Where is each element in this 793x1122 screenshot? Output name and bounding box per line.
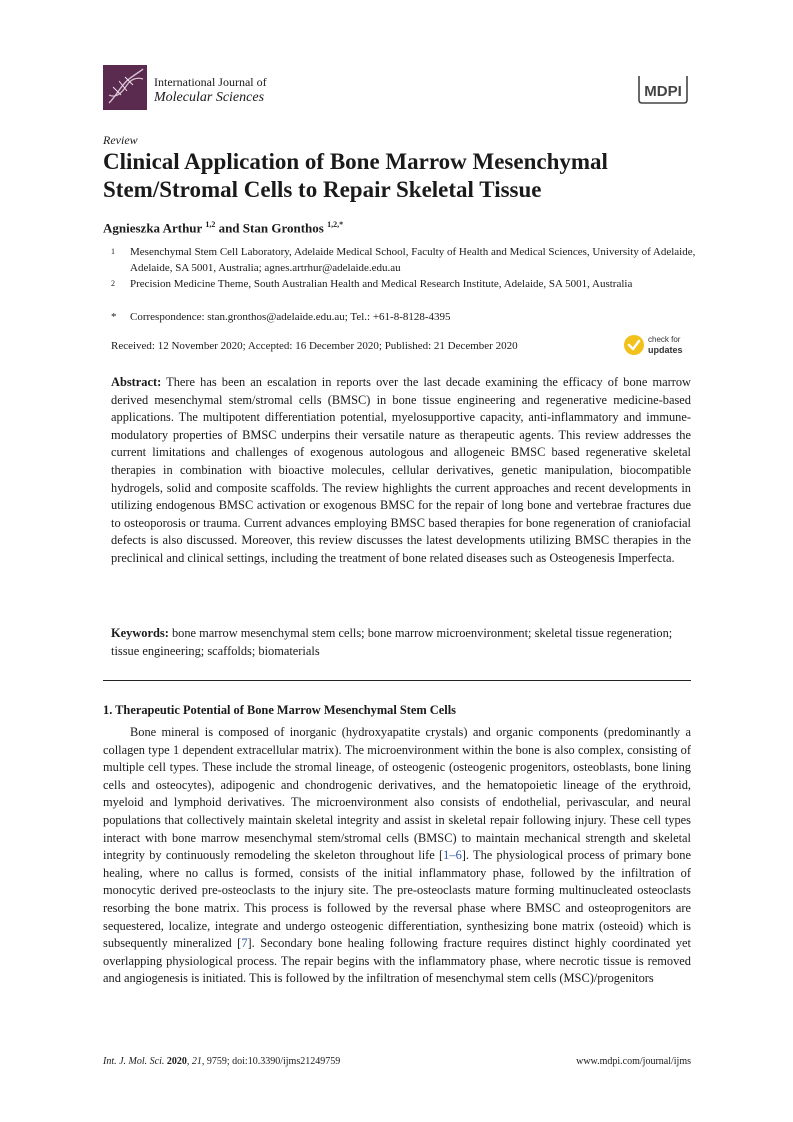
correspondence-text: Correspondence: stan.gronthos@adelaide.edu.au; Tel.: +61-8-8128-4395 [130, 311, 451, 323]
abstract-label: Abstract: [111, 375, 162, 389]
affiliation-mark: 2 [111, 279, 115, 288]
keywords [111, 625, 691, 660]
section-heading: 1. Therapeutic Potential of Bone Marrow Mesenchymal Stem Cells [103, 703, 456, 717]
author-list [103, 220, 343, 236]
footer-volume: 21 [191, 1056, 202, 1067]
affiliation-mark: * [111, 311, 117, 323]
journal-name [154, 74, 267, 106]
footer-doi[interactable]: , 9759; doi:10.3390/ijms21249759 [201, 1056, 341, 1067]
check-updates-text [648, 335, 683, 355]
body-text-part1: Bone mineral is composed of inorganic (hydroxyapatite crystals) and organic components (predominantly a collagen type 1 dependent extracellular matrix). The microenvironment within the bone is also complex, consisting of multiple cell types. These include the stromal lineage, of osteogenic (osteogenic progenitors, osteoblasts, bone lining cells and osteocytes), adipogenic and chondrogenic derivatives, and the hematopoietic lineage of the erythroid, myeloid and lymphoid derivatives. The microenvironment also consists of endothelial, perivascular, and neural populations that collectively maintain skeletal integrity and assist in skeletal repair following injury. These cell types interact with bone marrow mesenchymal stem/stromal cells (BMSC) to maintain mechanical strength and skeletal integrity by continuously remodeling the skeleton throughout life [ [103, 725, 691, 863]
check-updates-icon [623, 334, 645, 356]
footer-journal-abbrev: Int. J. Mol. Sci. [103, 1056, 165, 1067]
affiliation-mark: 1 [111, 247, 115, 256]
article-type: Review [103, 133, 138, 147]
keywords-text: bone marrow mesenchymal stem cells; bone marrow microenvironment; skeletal tissue regeneration; tissue engineering; scaffolds; biomaterials [111, 626, 673, 658]
check-updates-line1: check for [648, 335, 681, 344]
article-title: Clinical Application of Bone Marrow Mesenchymal Stem/Stromal Cells to Repair Skeletal Tissue [103, 149, 608, 202]
footer-journal-url[interactable]: www.mdpi.com/journal/ijms [576, 1056, 691, 1067]
affiliation-text: Precision Medicine Theme, South Australian Health and Medical Research Institute, Adelaide, SA 5001, Australia [130, 278, 633, 290]
mdpi-logo [635, 72, 691, 106]
section-divider [103, 680, 691, 681]
citation-link[interactable]: 7 [241, 936, 248, 951]
author-conjunction: and [218, 220, 240, 236]
footer-year: 2020 [166, 1056, 187, 1067]
body-text-part2: ]. The physiological process of primary bone healing, where no callus is formed, consists of the initial inflammatory phase, followed by the infiltration of monocytic derived pre-osteoclasts to the injury site. The pre-osteoclasts mature forming multinucleated osteoclasts resorbing the bone matrix. This process is followed by the reversal phase where BMSC and osteoprogenitors are sequestered, localize, integrate and undergo osteogenic differentiation, synthesizing bone matrix (osteoid) which is subsequently mineralized [ [103, 848, 692, 951]
journal-name-line1: International Journal of [154, 75, 267, 89]
journal-logo-icon [103, 65, 147, 110]
body-text-part3: ]. Secondary bone healing following fracture requires distinct highly coordinated yet overlapping physiological process. The repair begins with the inflammatory phase, where necrotic tissue is removed and angiogenesis is initiated. This is followed by the infiltration of mesenchymal stem cells (MSC)/progenitors [103, 936, 691, 986]
check-for-updates-badge[interactable] [623, 333, 693, 359]
abstract-text: There has been an escalation in reports over the last decade examining the efficacy of bone marrow derived mesenchymal stem/stromal cells (BMSC) in bone tissue engineering and regenerative medicine-based applications. The multipotent differentiation potential, myelosupportive capacity, anti-inflammatory and immune-modulatory properties of BMSC underpins their versatile nature as therapeutic agents. This review addresses the current limitations and challenges of exogenous autologous and allogeneic BMSC based regenerative skeletal therapies in combination with bioactive molecules, cellular derivatives, genetic manipulation, biocompatible hydrogels, solid and composite scaffolds. The review highlights the current approaches and recent developments in utilizing endogenous BMSC activation or exogenous BMSC for the repair of long bone and vertebrae fractures due to osteoporosis or trauma. Current advances employing BMSC based therapies for bone regeneration of craniofacial defects is also discussed. Moreover, this review discusses the latest developments utilizing BMSC therapies in the preclinical and clinical settings, including the treatment of bone related diseases such as Osteogenesis Imperfecta. [111, 375, 691, 565]
author-name[interactable]: Agnieszka Arthur [103, 220, 203, 236]
footer-citation: Int. J. Mol. Sci. 2020, 21, 9759; doi:10.3390/ijms21249759 [103, 1056, 341, 1067]
citation-link[interactable]: 1–6 [443, 848, 462, 863]
mdpi-logo-text: MDPI [644, 83, 682, 100]
author-name[interactable]: Stan Gronthos [242, 220, 324, 236]
section-body-text [103, 724, 691, 988]
journal-name-line2: Molecular Sciences [154, 90, 265, 105]
keywords-label: Keywords: [111, 626, 169, 640]
author-affiliation-sup: 1,2,* [327, 220, 344, 229]
check-updates-line2: updates [648, 345, 683, 355]
author-affiliation-sup: 1,2 [205, 220, 216, 229]
affiliation-text: Mesenchymal Stem Cell Laboratory, Adelaide Medical School, Faculty of Health and Medical Sciences, University of Adelaide, Adelaide, SA 5001, Australia; agnes.artrhur@adelaide.edu.au [130, 246, 696, 274]
publication-dates: Received: 12 November 2020; Accepted: 16 December 2020; Published: 21 December 2020 [111, 340, 518, 352]
abstract [111, 374, 691, 568]
